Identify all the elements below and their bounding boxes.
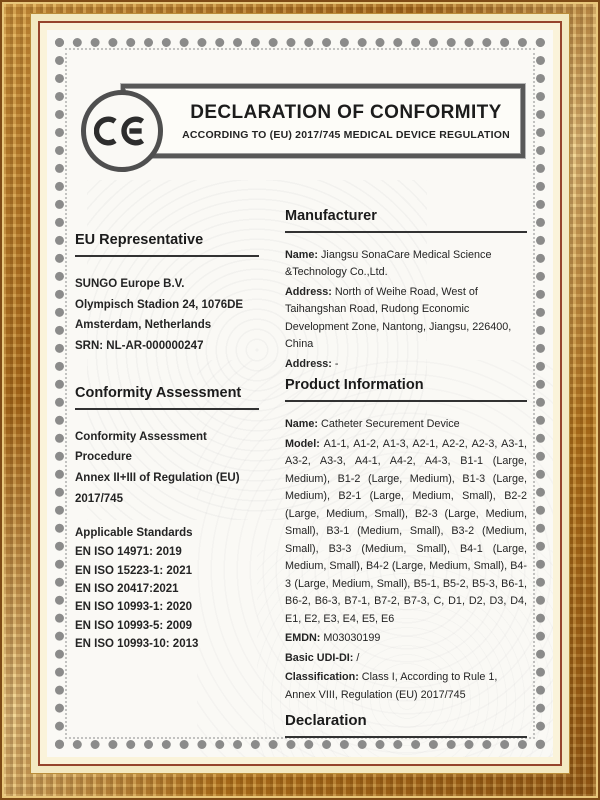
udi-value: / <box>356 651 360 664</box>
classification-value: Class I, According to Rule 1, Annex VIII, Regulation (EU) 2017/745 <box>285 671 498 701</box>
right-column <box>285 208 527 738</box>
manufacturer-heading: Manufacturer <box>285 208 527 233</box>
ce-badge <box>81 90 163 172</box>
product-classification <box>285 669 527 704</box>
frame-mat <box>30 13 570 774</box>
manufacturer-name <box>285 247 527 282</box>
standard-item: EN ISO 20417:2021 <box>75 582 179 595</box>
procedure-label: Conformity Assessment Procedure <box>75 430 207 464</box>
product-name <box>285 416 527 433</box>
standard-item: EN ISO 10993-1: 2020 <box>75 601 192 614</box>
product-name-value: Catheter Securement Device <box>321 418 460 431</box>
emdn-label: EMDN: <box>285 632 321 645</box>
classification-label: Classification: <box>285 671 359 684</box>
standard-item: EN ISO 10993-10: 2013 <box>75 638 199 651</box>
product-model-value: A1-1, A1-2, A1-3, A2-1, A2-2, A2-3, A3-1, A3-2, A3-3, A4-1, A4-2, A4-3, B1-1 (Large, Medium), B1-2 (Large, Medium), B1-3 (Large, Medium), B2-1 (Large, Medium, Small), B2-2 (Large, Medium, Small), B2-3 (Large, Medium, Small), B3-1 (Medium, Small), B3-2 (Medium, Small), B3-3 (Medium, Small), B4-1 (Large, Medium, Small), B4-2 (Large, Medium, Small), B4-3 (Large, Medium, Small), B5-1, B5-2, B5-3, B6-1, B6-2, B6-3, B7-1, B7-2, B7-3, C, D1, D2, D3, D4, E1, E2, E3, E4, E5, E6 <box>285 437 527 625</box>
udi-label: Basic UDI-DI: <box>285 651 354 664</box>
manufacturer-address-value: North of Weihe Road, West of Taihangshan Road, Rudong Economic Development Zone, Nantong, Jiangsu, 226400, China <box>285 285 512 351</box>
product-udi <box>285 650 527 667</box>
left-column <box>75 232 259 738</box>
declaration-heading: Declaration <box>285 712 527 738</box>
product-emdn <box>285 630 527 647</box>
manufacturer-address2-value: - <box>334 357 339 370</box>
product-model <box>285 436 527 628</box>
manufacturer-name-value: Jiangsu SonaCare Medical Science &Technology Co.,Ltd. <box>285 249 492 279</box>
ce-mark-icon <box>94 115 150 147</box>
product-information-heading: Product Information <box>285 377 527 402</box>
document-title: DECLARATION OF CONFORMITY <box>190 101 502 123</box>
manufacturer-address <box>285 284 527 354</box>
standard-item: EN ISO 14971: 2019 <box>75 546 182 559</box>
product-model-label: Model: <box>285 437 320 450</box>
document-header <box>75 82 527 178</box>
applicable-standards-label: Applicable Standards <box>75 526 193 539</box>
manufacturer-address-label: Address: <box>285 285 332 298</box>
certificate-content <box>47 30 553 757</box>
standard-item: EN ISO 15223-1: 2021 <box>75 564 192 577</box>
title-box <box>121 84 525 158</box>
eu-representative-heading: EU Representative <box>75 232 259 257</box>
emdn-value: M03030199 <box>323 632 381 645</box>
eu-rep-street: Olympisch Stadion 24, 1076DE <box>75 298 244 311</box>
conformity-assessment-heading: Conformity Assessment <box>75 385 259 410</box>
eu-rep-company: SUNGO Europe B.V. <box>75 278 185 290</box>
mat-pinstripe <box>38 21 562 766</box>
eu-rep-city: Amsterdam, Netherlands <box>75 319 212 332</box>
standard-item: EN ISO 10993-5: 2009 <box>75 619 192 632</box>
product-name-label: Name: <box>285 418 319 431</box>
manufacturer-address2 <box>285 356 527 373</box>
eu-rep-srn: SRN: NL-AR-000000247 <box>75 340 204 353</box>
manufacturer-address2-label: Address: <box>285 357 332 370</box>
manufacturer-name-label: Name: <box>285 249 319 261</box>
document-body <box>75 208 527 738</box>
procedure-value: Annex II+III of Regulation (EU) 2017/745 <box>75 472 240 505</box>
document-subtitle: ACCORDING TO (EU) 2017/745 MEDICAL DEVICE REGULATION <box>182 128 510 141</box>
certificate-paper <box>47 30 553 757</box>
